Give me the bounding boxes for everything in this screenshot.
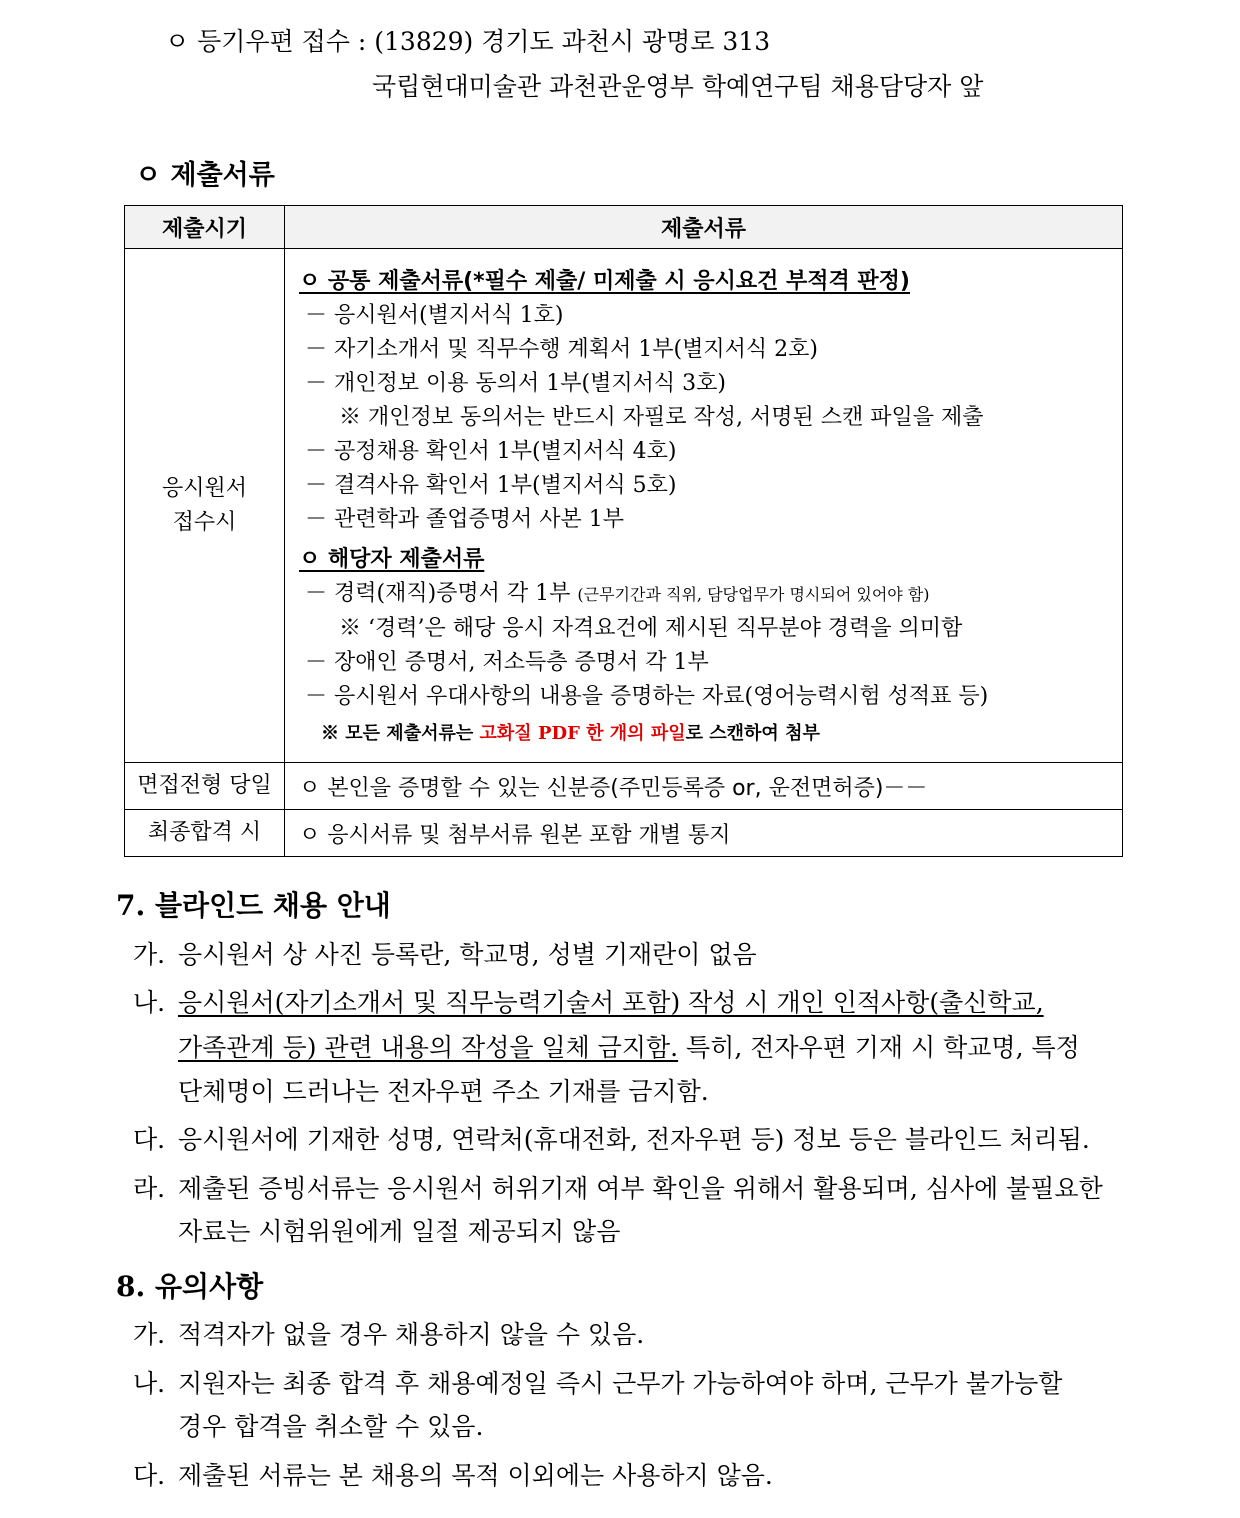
item-label: 나. [133,1369,166,1398]
section8-item-a [133,1313,644,1357]
common-note: ※ 개인정보 동의서는 반드시 자필로 작성, 서명된 스캔 파일을 제출 [339,405,984,430]
common-item: － 공정채용 확인서 1부(별지서식 4호) [305,439,677,464]
career-item [299,577,1122,612]
item-label: 나. [133,988,166,1017]
section7-item-b-cont2: 단체명이 드러나는 전자우편 주소 기재를 금지함. [178,1077,709,1106]
item-text: 제출된 증빙서류는 응시원서 허위기재 여부 확인을 위해서 활용되며, 심사에 불필요한 [178,1174,1103,1203]
scan-note-highlight: 고화질 PDF 한 개의 파일 [479,723,686,744]
common-item: － 관련학과 졸업증명서 사본 1부 [305,507,624,532]
timing-line2: 접수시 [172,509,237,535]
item-text: 제출된 서류는 본 채용의 목적 이외에는 사용하지 않음. [178,1461,773,1490]
item-label: 다. [133,1461,166,1490]
docs-final: ㅇ 응시서류 및 첨부서류 원본 포함 개별 통지 [285,810,1123,857]
item-text: 지원자는 최종 합격 후 채용예정일 즉시 근무가 가능하여야 하며, 근무가 불가능할 [178,1369,1063,1398]
item-text: 응시원서 상 사진 등록란, 학교명, 성별 기재란이 없음 [178,940,757,969]
timing-final: 최종합격 시 [125,810,285,857]
section8-title: 8. 유의사항 [116,1270,264,1303]
item-text-underlined: 응시원서(자기소개서 및 직무능력기술서 포함) 작성 시 개인 인적사항(출신학교, [178,988,1044,1017]
table-row-application [125,249,1123,763]
common-item: － 결격사유 확인서 1부(별지서식 5호) [305,473,677,498]
common-item: － 응시원서(별지서식 1호) [305,303,564,328]
table-row-final [125,810,1123,857]
career-main: － 경력(재직)증명서 각 1부 [305,581,578,606]
scan-note [299,720,1122,748]
timing-interview: 면접전형 당일 [125,763,285,810]
table-header-docs: 제출서류 [285,206,1123,249]
mail-address-line2: 국립현대미술관 과천관운영부 학예연구팀 채용담당자 앞 [372,72,984,101]
section7-item-c [133,1118,1090,1162]
item-label: 다. [133,1125,166,1154]
section7-item-d-cont: 자료는 시험위원에게 일절 제공되지 않음 [178,1217,621,1246]
submission-docs-table [124,205,1123,857]
scan-note-post: 로 스캔하여 첨부 [685,723,820,744]
section8-item-b [133,1362,1062,1406]
section8-item-c [133,1454,773,1498]
item-text: 특히, 전자우편 기재 시 학교명, 특정 [678,1033,1080,1062]
table-row-interview [125,763,1123,810]
preference-item: － 응시원서 우대사항의 내용을 증명하는 자료(영어능력시험 성적표 등) [305,684,989,709]
common-item: － 자기소개서 및 직무수행 계획서 1부(별지서식 2호) [305,337,818,362]
item-label: 가. [133,1320,166,1349]
mail-address-line1: ㅇ 등기우편 접수 : (13829) 경기도 과천시 광명로 313 [165,27,771,56]
timing-application [125,249,285,763]
section8-item-b-cont: 경우 합격을 취소할 수 있음. [178,1412,484,1441]
item-text: 응시원서에 기재한 성명, 연락처(휴대전화, 전자우편 등) 정보 등은 블라인드 처리됨. [178,1125,1090,1154]
common-docs-heading: ㅇ 공통 제출서류(*필수 제출/ 미제출 시 응시요건 부적격 판정) [299,269,910,294]
timing-line1: 응시원서 [161,475,247,501]
section7-item-a [133,933,757,977]
section7-title: 7. 블라인드 채용 안내 [116,889,391,922]
section7-item-d [133,1167,1103,1211]
docs-section-title: ㅇ 제출서류 [135,160,275,191]
item-text-underlined: 가족관계 등) 관련 내용의 작성을 일체 금지함. [178,1033,679,1062]
docs-application [285,249,1123,763]
career-small: (근무기간과 직위, 담당업무가 명시되어 있어야 함) [577,585,930,604]
common-item: － 개인정보 이용 동의서 1부(별지서식 3호) [305,371,726,396]
table-header-timing: 제출시기 [125,206,285,249]
applicable-docs-heading: ㅇ 해당자 제출서류 [299,547,485,572]
docs-interview: ㅇ 본인을 증명할 수 있는 신분증(주민등록증 or, 운전면허증)－－ [285,763,1123,810]
section7-item-b [133,981,1044,1025]
item-label: 가. [133,940,166,969]
item-text: 적격자가 없을 경우 채용하지 않을 수 있음. [178,1320,645,1349]
career-note: ※ ‘경력’은 해당 응시 자격요건에 제시된 직무분야 경력을 의미함 [339,616,963,641]
section7-item-b-cont [178,1026,1080,1070]
disability-item: － 장애인 증명서, 저소득층 증명서 각 1부 [305,650,709,675]
scan-note-pre: ※ 모든 제출서류는 [321,723,480,744]
item-label: 라. [133,1174,166,1203]
